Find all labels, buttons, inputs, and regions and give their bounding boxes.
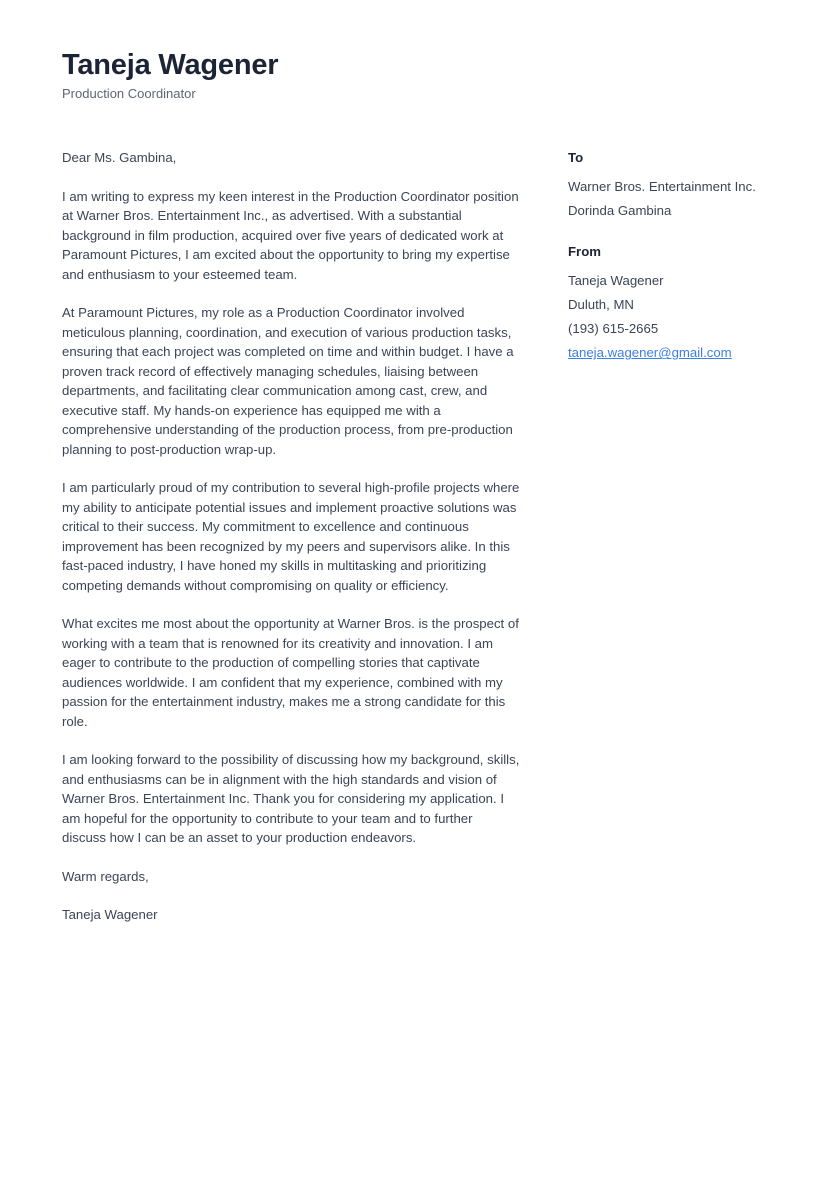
- sender-block: [568, 243, 798, 365]
- body-paragraph-5: I am looking forward to the possibility of discussing how my background, skills, and enthusiasms can be in alignment with the high standards and vision of Warner Bros. Entertainment Inc. Thank you for considering my application. I am hopeful for the opportunity to contribute to your team and to further discuss how I can be an asset to your production endeavors.: [62, 752, 520, 845]
- from-heading: From: [568, 244, 601, 260]
- body-paragraph-3: I am particularly proud of my contribution to several high-profile projects where my ability to anticipate potential issues and implement proactive solutions was critical to their success. My commitment to excellence and continuous improvement has been recognized by my peers and supervisors alike. In this fast-paced industry, I have honed my skills in multitasking and prioritizing competing demands without compromising on quality or efficiency.: [62, 480, 520, 593]
- body-paragraph-1: I am writing to express my keen interest in the Production Coordinator position at Warner Bros. Entertainment Inc., as advertised. With a substantial background in film production, acquired over five years of dedicated work at Paramount Pictures, I am excited about the opportunity to bring my expertise and enthusiasm to your esteemed team.: [62, 188, 519, 282]
- recipient-name: Dorinda Gambina: [568, 203, 672, 219]
- contact-sidebar: [568, 149, 798, 365]
- to-heading: To: [568, 150, 584, 165]
- letter-header: [62, 50, 662, 101]
- body-paragraph-4: What excites me most about the opportunity at Warner Bros. is the prospect of working with a team that is renowned for its creativity and innovation. I am eager to contribute to the production of compelling stories that captivate audiences worldwide. I am confident that my experience, combined with my passion for the entertainment industry, makes me a strong candidate for this role.: [62, 616, 519, 729]
- page-title: Taneja Wagener: [62, 49, 279, 81]
- sender-phone: (193) 615-2665: [568, 321, 659, 337]
- closing-line: Warm regards,: [62, 868, 149, 884]
- sender-name: Taneja Wagener: [568, 273, 664, 289]
- recipient-block: [568, 149, 798, 223]
- salutation: Dear Ms. Gambina,: [62, 150, 177, 165]
- job-title: Production Coordinator: [62, 85, 196, 101]
- sender-email-link[interactable]: taneja.wagener@gmail.com: [568, 345, 732, 361]
- recipient-company: Warner Bros. Entertainment Inc.: [568, 179, 756, 195]
- sender-location: Duluth, MN: [568, 297, 634, 313]
- signature-name: Taneja Wagener: [62, 907, 158, 922]
- body-paragraph-2: At Paramount Pictures, my role as a Production Coordinator involved meticulous planning, coordination, and execution of various production tasks, ensuring that each project was completed on time and within budget. I have a proven track record of effectively managing schedules, liaising between departments, and facilitating clear communication among cast, crew, and executive staff. My hands-on experience has equipped me with a comprehensive understanding of the production process, from pre-production planning to post-production wrap-up.: [62, 305, 514, 457]
- letter-body: [62, 148, 520, 925]
